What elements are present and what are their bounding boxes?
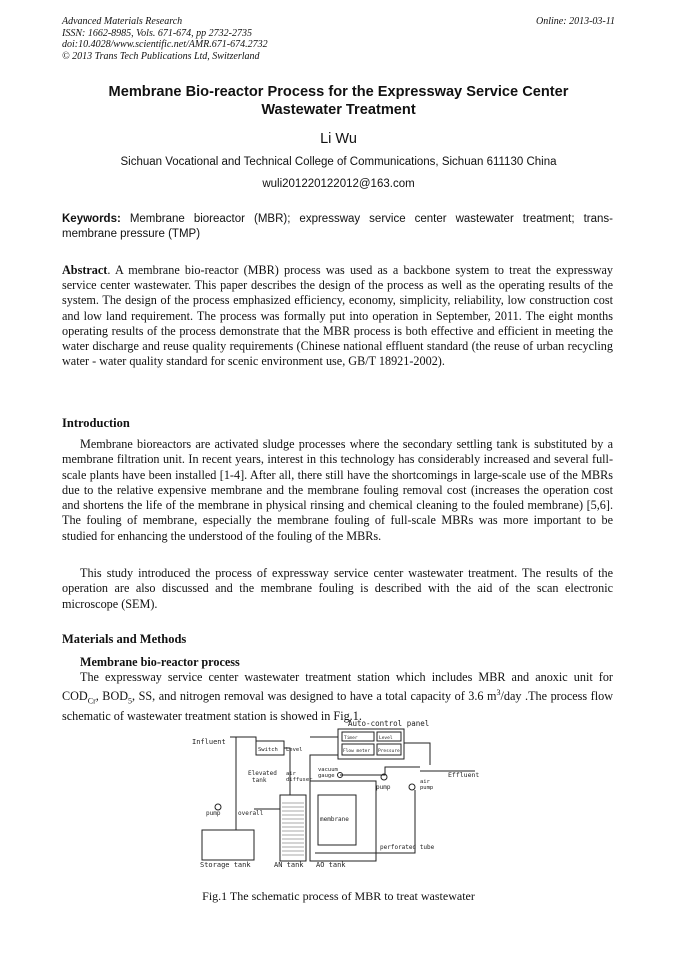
- fig-air-pump: air: [420, 779, 430, 785]
- control-line-3: [404, 743, 430, 765]
- cod-subscript: Cr: [87, 696, 96, 706]
- copyright: © 2013 Trans Tech Publications Ltd, Switzerland: [62, 50, 260, 62]
- fig-membrane: membrane: [320, 816, 349, 823]
- methods-heading: Materials and Methods: [62, 632, 187, 646]
- fig-vacuum: vacuum: [318, 767, 338, 773]
- storage-tank: [202, 830, 254, 860]
- intro-paragraph-1: Membrane bioreactors are activated sludge processes where the secondary settling tank is substituted by a membrane filtration unit. In recent years, interest in this technology has considerably increased and several full-scale plants have been installed [1-4]. After all, there still have the shortcomings in large-scale use of the MBRs due to the relative expensive membrane and the membrane fouling removal cost (increases the operation cost and shortens the life of the membrane in physical rinsing and chemical cleaning to the fouled membrane) [5,6]. The fouling of membrane, especially the membrane fouling of full-scale MBRs was more important to be studied for enhancing the understood of the fouling of the MBRs.: [62, 437, 613, 543]
- figure-caption: Fig.1 The schematic process of MBR to treat wastewater: [202, 889, 475, 903]
- paper-title: [62, 83, 615, 119]
- abstract-text: . A membrane bio-reactor (MBR) process was used as a backbone system to treat the expressway service center wastewater. This paper describes the design of the process as well as the operating results of the system. The design of the process emphasized efficiency, economy, simplicity, reliability, low construction cost and low land requirement. The process was formally put into operation in September, 2011. The eight months operating results of the process demonstrate that the MBR process is both effective and efficient in meeting the water discharge and reuse quality requirements (Chinese national effluent standard (the reuse of urban recycling water - water quality standard for scenic environment use, GB/T 18921-2002).: [62, 263, 613, 369]
- fig-switch: Switch: [258, 747, 278, 753]
- m3-superscript: 3: [496, 688, 501, 698]
- bod-subscript: 5: [128, 696, 133, 706]
- abstract: [62, 263, 613, 369]
- methods-text-a: The expressway service center wastewater treatment station which includes MBR and anoxic unit for COD: [62, 670, 613, 704]
- methods-text-b: , BOD: [95, 689, 129, 704]
- fig-effluent: Effluent: [448, 771, 480, 779]
- fig-influent: Influent: [192, 738, 226, 746]
- fig-perforated-tube: perforated tube: [380, 844, 435, 851]
- fig-pump-2: pump: [376, 784, 391, 791]
- influent-pipe: [230, 737, 256, 745]
- fig-ctrl-pressure: Pressure: [378, 749, 400, 754]
- fig-ao-tank: AO tank: [316, 861, 346, 869]
- permeate-pipe: [340, 767, 420, 775]
- fig-storage-tank: Storage tank: [200, 861, 251, 869]
- air-pump-icon: [409, 784, 415, 790]
- fig-elevated: Elevated: [248, 770, 277, 777]
- fig-overall: overall: [238, 810, 264, 817]
- keywords-text: Membrane bioreactor (MBR); expressway service center wastewater treatment; trans-membrane pressure (TMP): [62, 213, 613, 240]
- fig-ctrl-timer: Timer: [344, 736, 358, 741]
- fig-pump: pump: [206, 810, 221, 817]
- author-email: wuli201220122012@163.com: [262, 178, 415, 190]
- abstract-label: Abstract: [62, 263, 108, 277]
- doi: doi:10.4028/www.scientific.net/AMR.671-674.2732: [62, 39, 268, 50]
- fig-auto-control-panel: Auto-control panel: [348, 719, 430, 728]
- fig-level: Level: [286, 747, 303, 753]
- fig-air: air: [286, 771, 296, 777]
- fig-ctrl-flow: Flow meter: [343, 749, 371, 754]
- fig-elevated-tank: tank: [252, 777, 267, 784]
- process-schematic-figure: [190, 715, 490, 870]
- title-line-1: Membrane Bio-reactor Process for the Expressway Service Center: [108, 84, 569, 100]
- journal-header: [62, 16, 268, 62]
- author: Li Wu: [320, 131, 357, 147]
- fig-diffuser: diffuser: [286, 777, 313, 783]
- keywords: [62, 212, 613, 242]
- fig-an-tank: AN tank: [274, 861, 304, 869]
- fig-air-pump-2: pump: [420, 785, 434, 791]
- fig-gauge: gauge: [318, 773, 335, 779]
- keywords-label: Keywords:: [62, 213, 121, 225]
- intro-paragraph-2: This study introduced the process of expressway service center wastewater treatment. The results of the operation are also discussed and the membrane fouling is described with the aid of the scan electronic microscope (SEM).: [62, 566, 613, 611]
- online-date: Online: 2013-03-11: [536, 16, 615, 27]
- methods-subheading: Membrane bio-reactor process: [80, 655, 240, 669]
- methods-text-d: /day .The process flow schematic of wastewater treatment station is showed in Fig.1.: [62, 689, 614, 724]
- title-line-2: Wastewater Treatment: [261, 102, 416, 118]
- intro-heading: Introduction: [62, 416, 130, 430]
- methods-text-c: , SS, and nitrogen removal was designed to have a total capacity of 3.6 m: [132, 689, 497, 704]
- affiliation: Sichuan Vocational and Technical College of Communications, Sichuan 611130 China: [120, 156, 557, 168]
- journal-name: Advanced Materials Research: [62, 16, 183, 27]
- issn: ISSN: 1662-8985, Vols. 671-674, pp 2732-2735: [62, 27, 252, 39]
- fig-ctrl-level: Level: [379, 736, 393, 741]
